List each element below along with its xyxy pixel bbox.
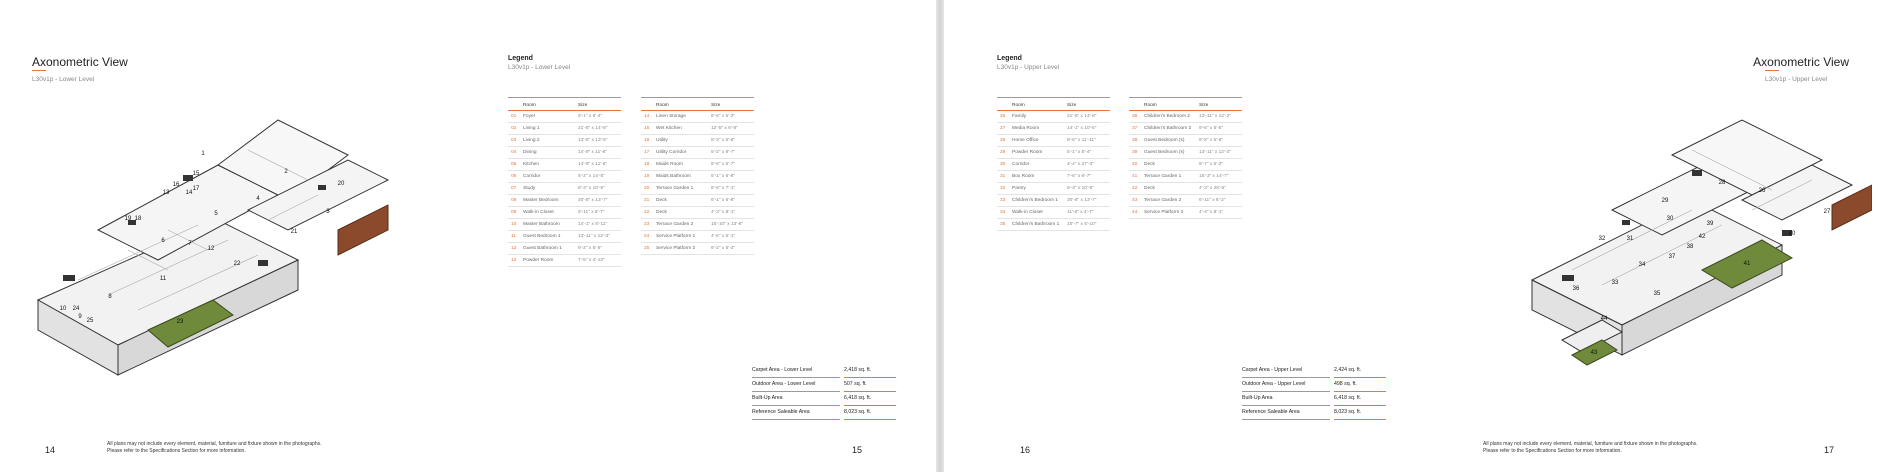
table-row (508, 135, 621, 147)
area-label: Outdoor Area - Lower Level (752, 378, 840, 392)
room-number: 31 (997, 171, 1012, 183)
area-value: 6,418 sq. ft. (1334, 392, 1386, 406)
room-number: 10 (508, 219, 523, 231)
room-name: Linen Storage (656, 111, 711, 123)
room-name: Children's Bathroom 2 (1144, 123, 1199, 135)
table-row (641, 195, 754, 207)
page-number: 14 (45, 445, 56, 455)
table-row (508, 111, 621, 123)
room-table-2 (641, 97, 754, 255)
room-size: 8'-3" x 10'-5" (578, 183, 621, 195)
page-title: Axonometric View (1753, 55, 1849, 69)
room-number: 13 (508, 255, 523, 267)
table-row (1129, 135, 1242, 147)
plan-label: 11 (159, 276, 167, 282)
room-size: 20'-8" x 13'-7" (1067, 195, 1110, 207)
area-row (752, 364, 896, 378)
room-name: Powder Room (1012, 147, 1067, 159)
plan-label: 1 (201, 151, 205, 157)
room-number: 40 (1129, 159, 1144, 171)
plan-label: 10 (59, 306, 67, 312)
room-number: 29 (997, 147, 1012, 159)
table-row (641, 231, 754, 243)
room-size: 5'-1" x 5'-4" (1067, 147, 1110, 159)
table-row (641, 243, 754, 255)
plan-label: 42 (1698, 234, 1706, 240)
column-header-room: Room (1012, 98, 1067, 111)
room-table-1 (997, 97, 1110, 231)
legend-subtitle: L30v1p - Lower Level (508, 64, 571, 71)
room-name: Walk-in Closet (523, 207, 578, 219)
table-row (997, 159, 1110, 171)
table-row (508, 243, 621, 255)
room-size: 13'-11" x 12'-3" (1199, 147, 1242, 159)
room-name: Deck (656, 207, 711, 219)
table-row (508, 183, 621, 195)
plan-label: 4 (256, 196, 260, 202)
area-row (752, 378, 896, 392)
room-name: Walk-in Closet (1012, 207, 1067, 219)
plan-label: 3 (326, 209, 330, 215)
plan-label: 37 (1668, 254, 1676, 260)
table-row (641, 159, 754, 171)
room-name: Terrace Garden 2 (1144, 195, 1199, 207)
room-number: 42 (1129, 183, 1144, 195)
room-name: Home Office (1012, 135, 1067, 147)
plan-label: 41 (1743, 261, 1751, 267)
room-size: 4'-3" x 28'-5" (1199, 183, 1242, 195)
room-name: Utility Corridor (656, 147, 711, 159)
table-row (508, 147, 621, 159)
room-name: Wet Kitchen (656, 123, 711, 135)
plan-label: 43 (1590, 350, 1598, 356)
room-name: Maids Room (656, 159, 711, 171)
column-header-size: Size (1199, 98, 1242, 111)
area-row (1242, 378, 1386, 392)
room-size: 8'-3" x 6'-8" (711, 135, 754, 147)
room-number: 04 (508, 147, 523, 159)
room-size: 9'-7" x 6'-3" (1199, 159, 1242, 171)
area-summary (752, 364, 896, 420)
room-name: Deck (1144, 183, 1199, 195)
plan-label: 19 (124, 216, 132, 222)
axonometric-plan-lower (18, 110, 418, 400)
room-name: Guest Bedroom 1 (523, 231, 578, 243)
table-row (997, 111, 1110, 123)
room-number: 30 (997, 159, 1012, 171)
room-number: 21 (641, 195, 656, 207)
room-number: 17 (641, 147, 656, 159)
room-size: 8'-6" x 11'-11" (1067, 135, 1110, 147)
room-size: 13'-5" x 13'-5" (578, 135, 621, 147)
table-row (641, 111, 754, 123)
room-size: 9'-2" x 5'-5" (578, 243, 621, 255)
disclaimer (107, 441, 322, 455)
room-number: 20 (641, 183, 656, 195)
disclaimer-line: Please refer to the Specifications Section for more information. (1483, 448, 1622, 454)
room-name: Kitchen (523, 159, 578, 171)
room-size: 4'-6" x 6'-1" (711, 231, 754, 243)
column-header-size: Size (1067, 98, 1110, 111)
table-row (1129, 171, 1242, 183)
plan-label: 38 (1686, 244, 1694, 250)
area-value: 498 sq. ft. (1334, 378, 1386, 392)
table-row (641, 183, 754, 195)
room-size: 21'-5" x 14'-8" (1067, 111, 1110, 123)
room-number: 19 (641, 171, 656, 183)
table-row (997, 135, 1110, 147)
room-number: 38 (1129, 135, 1144, 147)
room-size: 14'-9" x 11'-6" (578, 147, 621, 159)
room-name: Maids Bathroom (656, 171, 711, 183)
plan-label: 36 (1572, 286, 1580, 292)
room-name: Terrace Garden 1 (656, 183, 711, 195)
plan-label: 8 (108, 294, 112, 300)
room-size: 5'-2" x 8'-7" (711, 147, 754, 159)
room-size: 9'-8" x 5'-6" (1199, 135, 1242, 147)
plan-label: 16 (172, 182, 180, 188)
room-name: Box Room (1012, 171, 1067, 183)
room-number: 18 (641, 159, 656, 171)
room-number: 01 (508, 111, 523, 123)
area-value: 8,023 sq. ft. (844, 406, 896, 420)
room-number: 28 (997, 135, 1012, 147)
room-size: 6'-6" x 5'-3" (711, 111, 754, 123)
title-accent-line (32, 70, 46, 71)
room-name: Powder Room (523, 255, 578, 267)
room-number: 37 (1129, 123, 1144, 135)
plan-label: 13 (162, 190, 170, 196)
plan-label: 21 (290, 229, 298, 235)
room-name: Guest Bedroom (s) (1144, 135, 1199, 147)
area-summary (1242, 364, 1386, 420)
room-size: 13'-11" x 12'-3" (1199, 111, 1242, 123)
page-spine (936, 0, 944, 472)
room-size: 4'-3" x 8'-1" (711, 207, 754, 219)
room-number: 15 (641, 123, 656, 135)
page-number: 15 (852, 445, 863, 455)
room-table-1 (508, 97, 621, 267)
room-size: 8'-6" x 6'-7" (711, 159, 754, 171)
room-size: 11'-6" x 4'-7" (1067, 207, 1110, 219)
room-name: Children's Bedroom 1 (1012, 195, 1067, 207)
area-row (1242, 406, 1386, 420)
area-value: 8,023 sq. ft. (1334, 406, 1386, 420)
plan-label: 23 (176, 319, 184, 325)
table-row (1129, 147, 1242, 159)
room-name: Media Room (1012, 123, 1067, 135)
table-row (1129, 195, 1242, 207)
table-row (997, 183, 1110, 195)
plan-label: 26 (1758, 188, 1766, 194)
room-size: 6'-2" x 5'-3" (711, 243, 754, 255)
room-name: Terrace Garden 1 (1144, 171, 1199, 183)
area-label: Outdoor Area - Upper Level (1242, 378, 1330, 392)
room-name: Master Bedroom (523, 195, 578, 207)
table-row (508, 171, 621, 183)
room-size: 6'-11" x 6'-2" (1199, 195, 1242, 207)
area-value: 6,418 sq. ft. (844, 392, 896, 406)
page-subtitle: L30v1p - Lower Level (32, 76, 95, 83)
room-name: Children's Bedroom 2 (1144, 111, 1199, 123)
disclaimer-line: All plans may not include every element, material, furniture and fixture shown in the photographs. (107, 441, 322, 447)
room-number: 34 (997, 207, 1012, 219)
room-name: Pantry (1012, 183, 1067, 195)
room-size: 6'-1" x 6'-8" (711, 195, 754, 207)
table-row (1129, 123, 1242, 135)
plan-label: 24 (72, 306, 80, 312)
room-number: 23 (641, 219, 656, 231)
area-row (752, 392, 896, 406)
room-size: 15'-3" x 14'-7" (1199, 171, 1242, 183)
room-number: 24 (641, 231, 656, 243)
room-name: Service Platform 2 (656, 243, 711, 255)
room-number: 08 (508, 195, 523, 207)
title-accent-line (1765, 70, 1779, 71)
room-size: 4'-4" x 27'-3" (1067, 159, 1110, 171)
plan-label: 20 (337, 181, 345, 187)
room-size: 5'-1" x 6'-8" (711, 171, 754, 183)
plan-label: 27 (1823, 209, 1831, 215)
room-name: Foyer (523, 111, 578, 123)
room-size: 13'-11" x 12'-3" (578, 231, 621, 243)
room-size: 6'-3" x 10'-9" (1067, 183, 1110, 195)
room-name: Study (523, 183, 578, 195)
table-row (1129, 207, 1242, 219)
area-label: Reference Saleable Area (1242, 406, 1330, 420)
table-row (508, 195, 621, 207)
room-size: 14'-1" x 8'-11" (578, 219, 621, 231)
room-name: Service Platform 3 (1144, 207, 1199, 219)
area-row (752, 406, 896, 420)
room-size: 21'-5" x 14'-8" (578, 123, 621, 135)
right-page (944, 0, 1879, 472)
room-name: Dining (523, 147, 578, 159)
room-name: Corridor (1012, 159, 1067, 171)
room-number: 35 (997, 219, 1012, 231)
room-number: 14 (641, 111, 656, 123)
disclaimer-line: Please refer to the Specifications Section for more information. (107, 448, 246, 454)
area-row (1242, 392, 1386, 406)
column-header-room: Room (523, 98, 578, 111)
room-name: Living 1 (523, 123, 578, 135)
plan-label: 14 (185, 190, 193, 196)
plan-label: 39 (1706, 221, 1714, 227)
left-page (0, 0, 936, 472)
room-name: Master Bathroom (523, 219, 578, 231)
room-number: 33 (997, 195, 1012, 207)
room-number: 32 (997, 183, 1012, 195)
room-number: 43 (1129, 195, 1144, 207)
plan-label: 2 (284, 169, 288, 175)
table-row (641, 171, 754, 183)
table-row (1129, 183, 1242, 195)
room-number: 44 (1129, 207, 1144, 219)
page-title: Axonometric View (32, 55, 128, 69)
area-label: Carpet Area - Lower Level (752, 364, 840, 378)
room-size: 14'-1" x 10'-5" (1067, 123, 1110, 135)
area-value: 2,418 sq. ft. (844, 364, 896, 378)
table-row (641, 147, 754, 159)
table-row (641, 135, 754, 147)
room-number: 41 (1129, 171, 1144, 183)
area-value: 2,424 sq. ft. (1334, 364, 1386, 378)
room-size: 4'-4" x 8'-1" (1199, 207, 1242, 219)
room-size: 10'-7" x 6'-10" (1067, 219, 1110, 231)
page-number: 16 (1020, 445, 1031, 455)
room-name: Living 2 (523, 135, 578, 147)
plan-label: 12 (207, 246, 215, 252)
table-row (508, 219, 621, 231)
legend-title: Legend (508, 55, 533, 62)
table-row (641, 123, 754, 135)
table-row (641, 207, 754, 219)
plan-label: 33 (1611, 280, 1619, 286)
room-name: Corridor (523, 171, 578, 183)
axonometric-plan-upper (1492, 110, 1872, 400)
room-number: 07 (508, 183, 523, 195)
area-label: Carpet Area - Upper Level (1242, 364, 1330, 378)
room-number: 39 (1129, 147, 1144, 159)
plan-label: 44 (1600, 316, 1608, 322)
plan-label: 34 (1638, 262, 1646, 268)
room-number: 22 (641, 207, 656, 219)
room-number: 12 (508, 243, 523, 255)
plan-label: 35 (1653, 291, 1661, 297)
table-row (997, 219, 1110, 231)
room-number: 16 (641, 135, 656, 147)
table-row (508, 123, 621, 135)
room-name: Guest Bedroom (s) (1144, 147, 1199, 159)
room-size: 5'-2" x 14'-5" (578, 171, 621, 183)
table-row (641, 219, 754, 231)
table-row (1129, 111, 1242, 123)
table-row (997, 123, 1110, 135)
column-header-size: Size (578, 98, 621, 111)
plan-label: 17 (192, 186, 200, 192)
column-header-room: Room (1144, 98, 1199, 111)
room-size: 6'-6" x 7'-1" (711, 183, 754, 195)
plan-label: 5 (214, 211, 218, 217)
room-size: 9'-11" x 8'-7" (578, 207, 621, 219)
area-row (1242, 364, 1386, 378)
room-name: Utility (656, 135, 711, 147)
area-label: Reference Saleable Area (752, 406, 840, 420)
plan-label: 30 (1666, 216, 1674, 222)
room-size: 7'-6" x 6'-7" (1067, 171, 1110, 183)
column-header-room: Room (656, 98, 711, 111)
room-name: Terrace Garden 2 (656, 219, 711, 231)
area-label: Built-Up Area (752, 392, 840, 406)
plan-label: 9 (78, 314, 82, 320)
table-row (508, 255, 621, 267)
plan-label: 32 (1598, 236, 1606, 242)
plan-label: 31 (1626, 236, 1634, 242)
plan-label: 25 (86, 318, 94, 324)
room-name: Deck (656, 195, 711, 207)
room-size: 9'-1" x 5'-4" (578, 111, 621, 123)
room-number: 06 (508, 171, 523, 183)
room-name: Guest Bathroom 1 (523, 243, 578, 255)
table-row (997, 171, 1110, 183)
room-number: 02 (508, 123, 523, 135)
table-row (508, 207, 621, 219)
room-name: Children's Bathroom 1 (1012, 219, 1067, 231)
room-size: 20'-8" x 13'-7" (578, 195, 621, 207)
legend-title: Legend (997, 55, 1022, 62)
room-number: 11 (508, 231, 523, 243)
disclaimer-line: All plans may not include every element, material, furniture and fixture shown in the photographs. (1483, 441, 1698, 447)
area-label: Built-Up Area (1242, 392, 1330, 406)
table-row (997, 147, 1110, 159)
page-subtitle: L30v1p - Upper Level (1765, 76, 1828, 83)
room-name: Family (1012, 111, 1067, 123)
column-header-size: Size (711, 98, 754, 111)
table-row (1129, 159, 1242, 171)
plan-label: 29 (1661, 198, 1669, 204)
disclaimer (1483, 441, 1698, 455)
page-number: 17 (1824, 445, 1835, 455)
room-number: 26 (997, 111, 1012, 123)
plan-label: 28 (1718, 180, 1726, 186)
plan-label: 15 (192, 171, 200, 177)
room-table-2 (1129, 97, 1242, 219)
room-number: 36 (1129, 111, 1144, 123)
room-number: 03 (508, 135, 523, 147)
plan-label: 18 (134, 216, 142, 222)
room-size: 14'-9" x 11'-6" (578, 159, 621, 171)
table-row (997, 207, 1110, 219)
area-value: 507 sq. ft. (844, 378, 896, 392)
room-name: Deck (1144, 159, 1199, 171)
room-number: 05 (508, 159, 523, 171)
room-name: Service Platform 1 (656, 231, 711, 243)
plan-label: 40 (1788, 231, 1796, 237)
table-row (997, 195, 1110, 207)
table-row (508, 231, 621, 243)
room-size: 15'-10" x 13'-6" (711, 219, 754, 231)
plan-label: 22 (233, 261, 241, 267)
room-size: 9'-6" x 5'-5" (1199, 123, 1242, 135)
plan-label: 7 (188, 241, 192, 247)
plan-label: 6 (161, 238, 165, 244)
room-size: 7'-5" x 4'-10" (578, 255, 621, 267)
table-row (508, 159, 621, 171)
room-number: 27 (997, 123, 1012, 135)
room-number: 09 (508, 207, 523, 219)
room-number: 25 (641, 243, 656, 255)
legend-subtitle: L30v1p - Upper Level (997, 64, 1060, 71)
room-size: 12'-5" x 6'-8" (711, 123, 754, 135)
